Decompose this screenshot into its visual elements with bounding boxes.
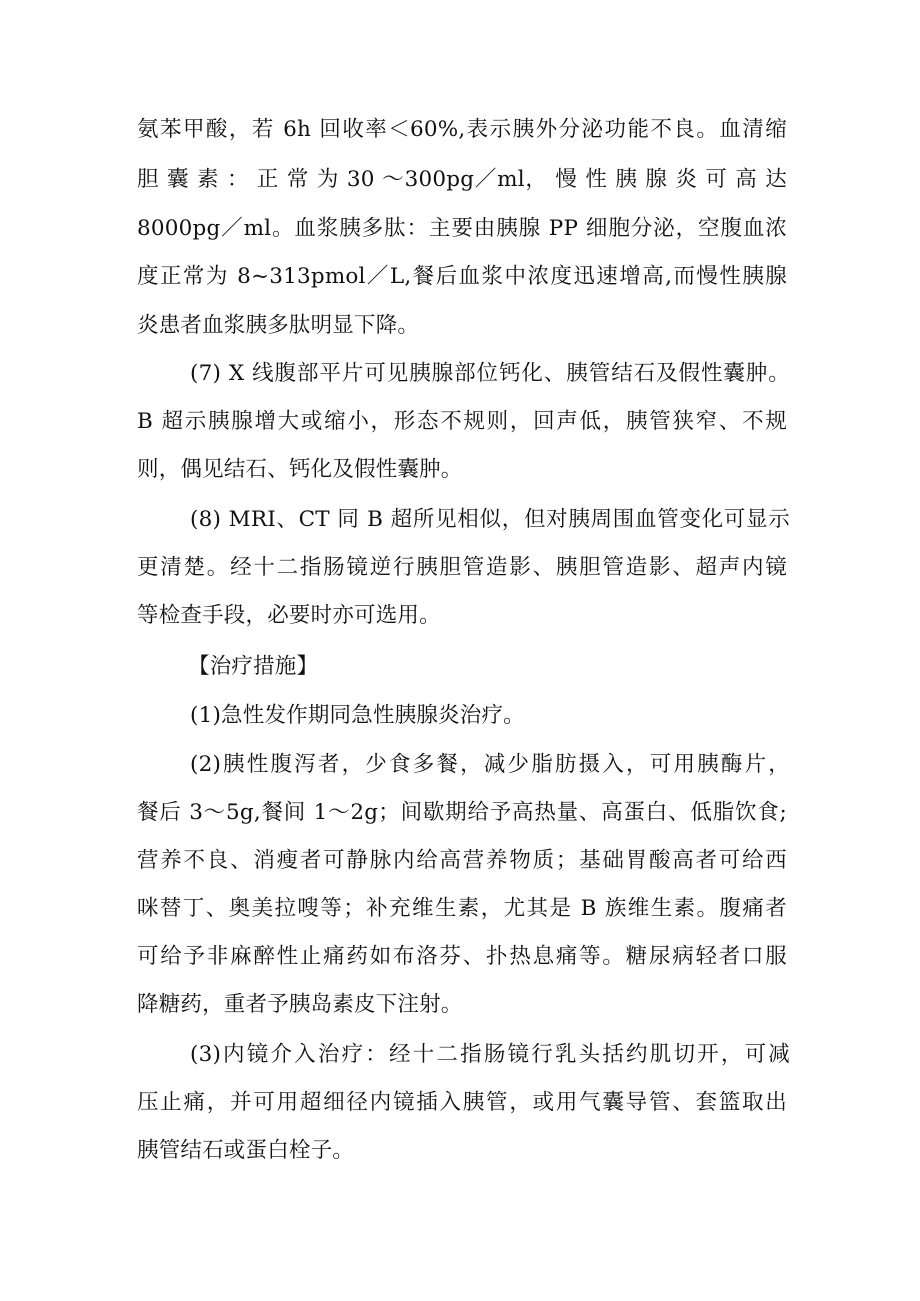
text-line: (2)胰性腹泻者，少食多餐，减少脂肪摄入，可用胰酶片，: [190, 752, 790, 777]
text-line: 炎患者血浆胰多肽明显下降。: [137, 313, 420, 338]
text-line: 营养不良、消瘦者可静脉内给高营养物质；基础胃酸高者可给西: [137, 848, 787, 873]
text-line: 更清楚。经十二指肠镜逆行胰胆管造影、胰胆管造影、超声内镜: [137, 555, 787, 580]
text-line: 等检查手段，必要时亦可选用。: [137, 603, 441, 628]
text-line: 餐后 3～5g,餐间 1～2g；间歇期给予高热量、高蛋白、低脂饮食;: [137, 800, 787, 825]
text-line: 度正常为 8~313pmol／L,餐后血浆中浓度迅速增高,而慢性胰腺: [137, 264, 787, 289]
text-line: 压止痛，并可用超细径内镜插入胰管，或用气囊导管、套篮取出: [137, 1090, 787, 1115]
text-line: (8) MRI、CT 同 B 超所见相似，但对胰周围血管变化可显示: [190, 507, 790, 532]
text-line: 咪替丁、奥美拉嗖等；补充维生素，尤其是 B 族维生素。腹痛者: [137, 896, 787, 921]
section-heading: 【治疗措施】: [188, 654, 319, 679]
text-line: 降糖药，重者予胰岛素皮下注射。: [137, 992, 463, 1017]
text-line: 氨苯甲酸，若 6h 回收率＜60%,表示胰外分泌功能不良。血清缩: [137, 117, 787, 142]
text-line: (1)急性发作期同急性胰腺炎治疗。: [190, 703, 525, 728]
text-line: 8000pg／ml。血浆胰多肽：主要由胰腺 PP 细胞分泌，空腹血浓: [137, 216, 787, 241]
text-line: 胆 囊 素 ： 正 常 为 30 ～300pg／ml， 慢 性 胰 腺 炎 可 高 达: [137, 167, 787, 192]
text-line: B 超示胰腺增大或缩小，形态不规则，回声低，胰管狭窄、不规: [137, 409, 787, 434]
text-line: (3)内镜介入治疗：经十二指肠镜行乳头括约肌切开，可减: [190, 1042, 790, 1067]
text-line: 胰管结石或蛋白栓子。: [137, 1138, 355, 1163]
text-line: 则，偶见结石、钙化及假性囊肿。: [137, 457, 463, 482]
text-line: (7) X 线腹部平片可见胰腺部位钙化、胰管结石及假性囊肿。: [190, 361, 790, 386]
text-line: 可给予非麻醉性止痛药如布洛芬、扑热息痛等。糖尿病轻者口服: [137, 944, 787, 969]
